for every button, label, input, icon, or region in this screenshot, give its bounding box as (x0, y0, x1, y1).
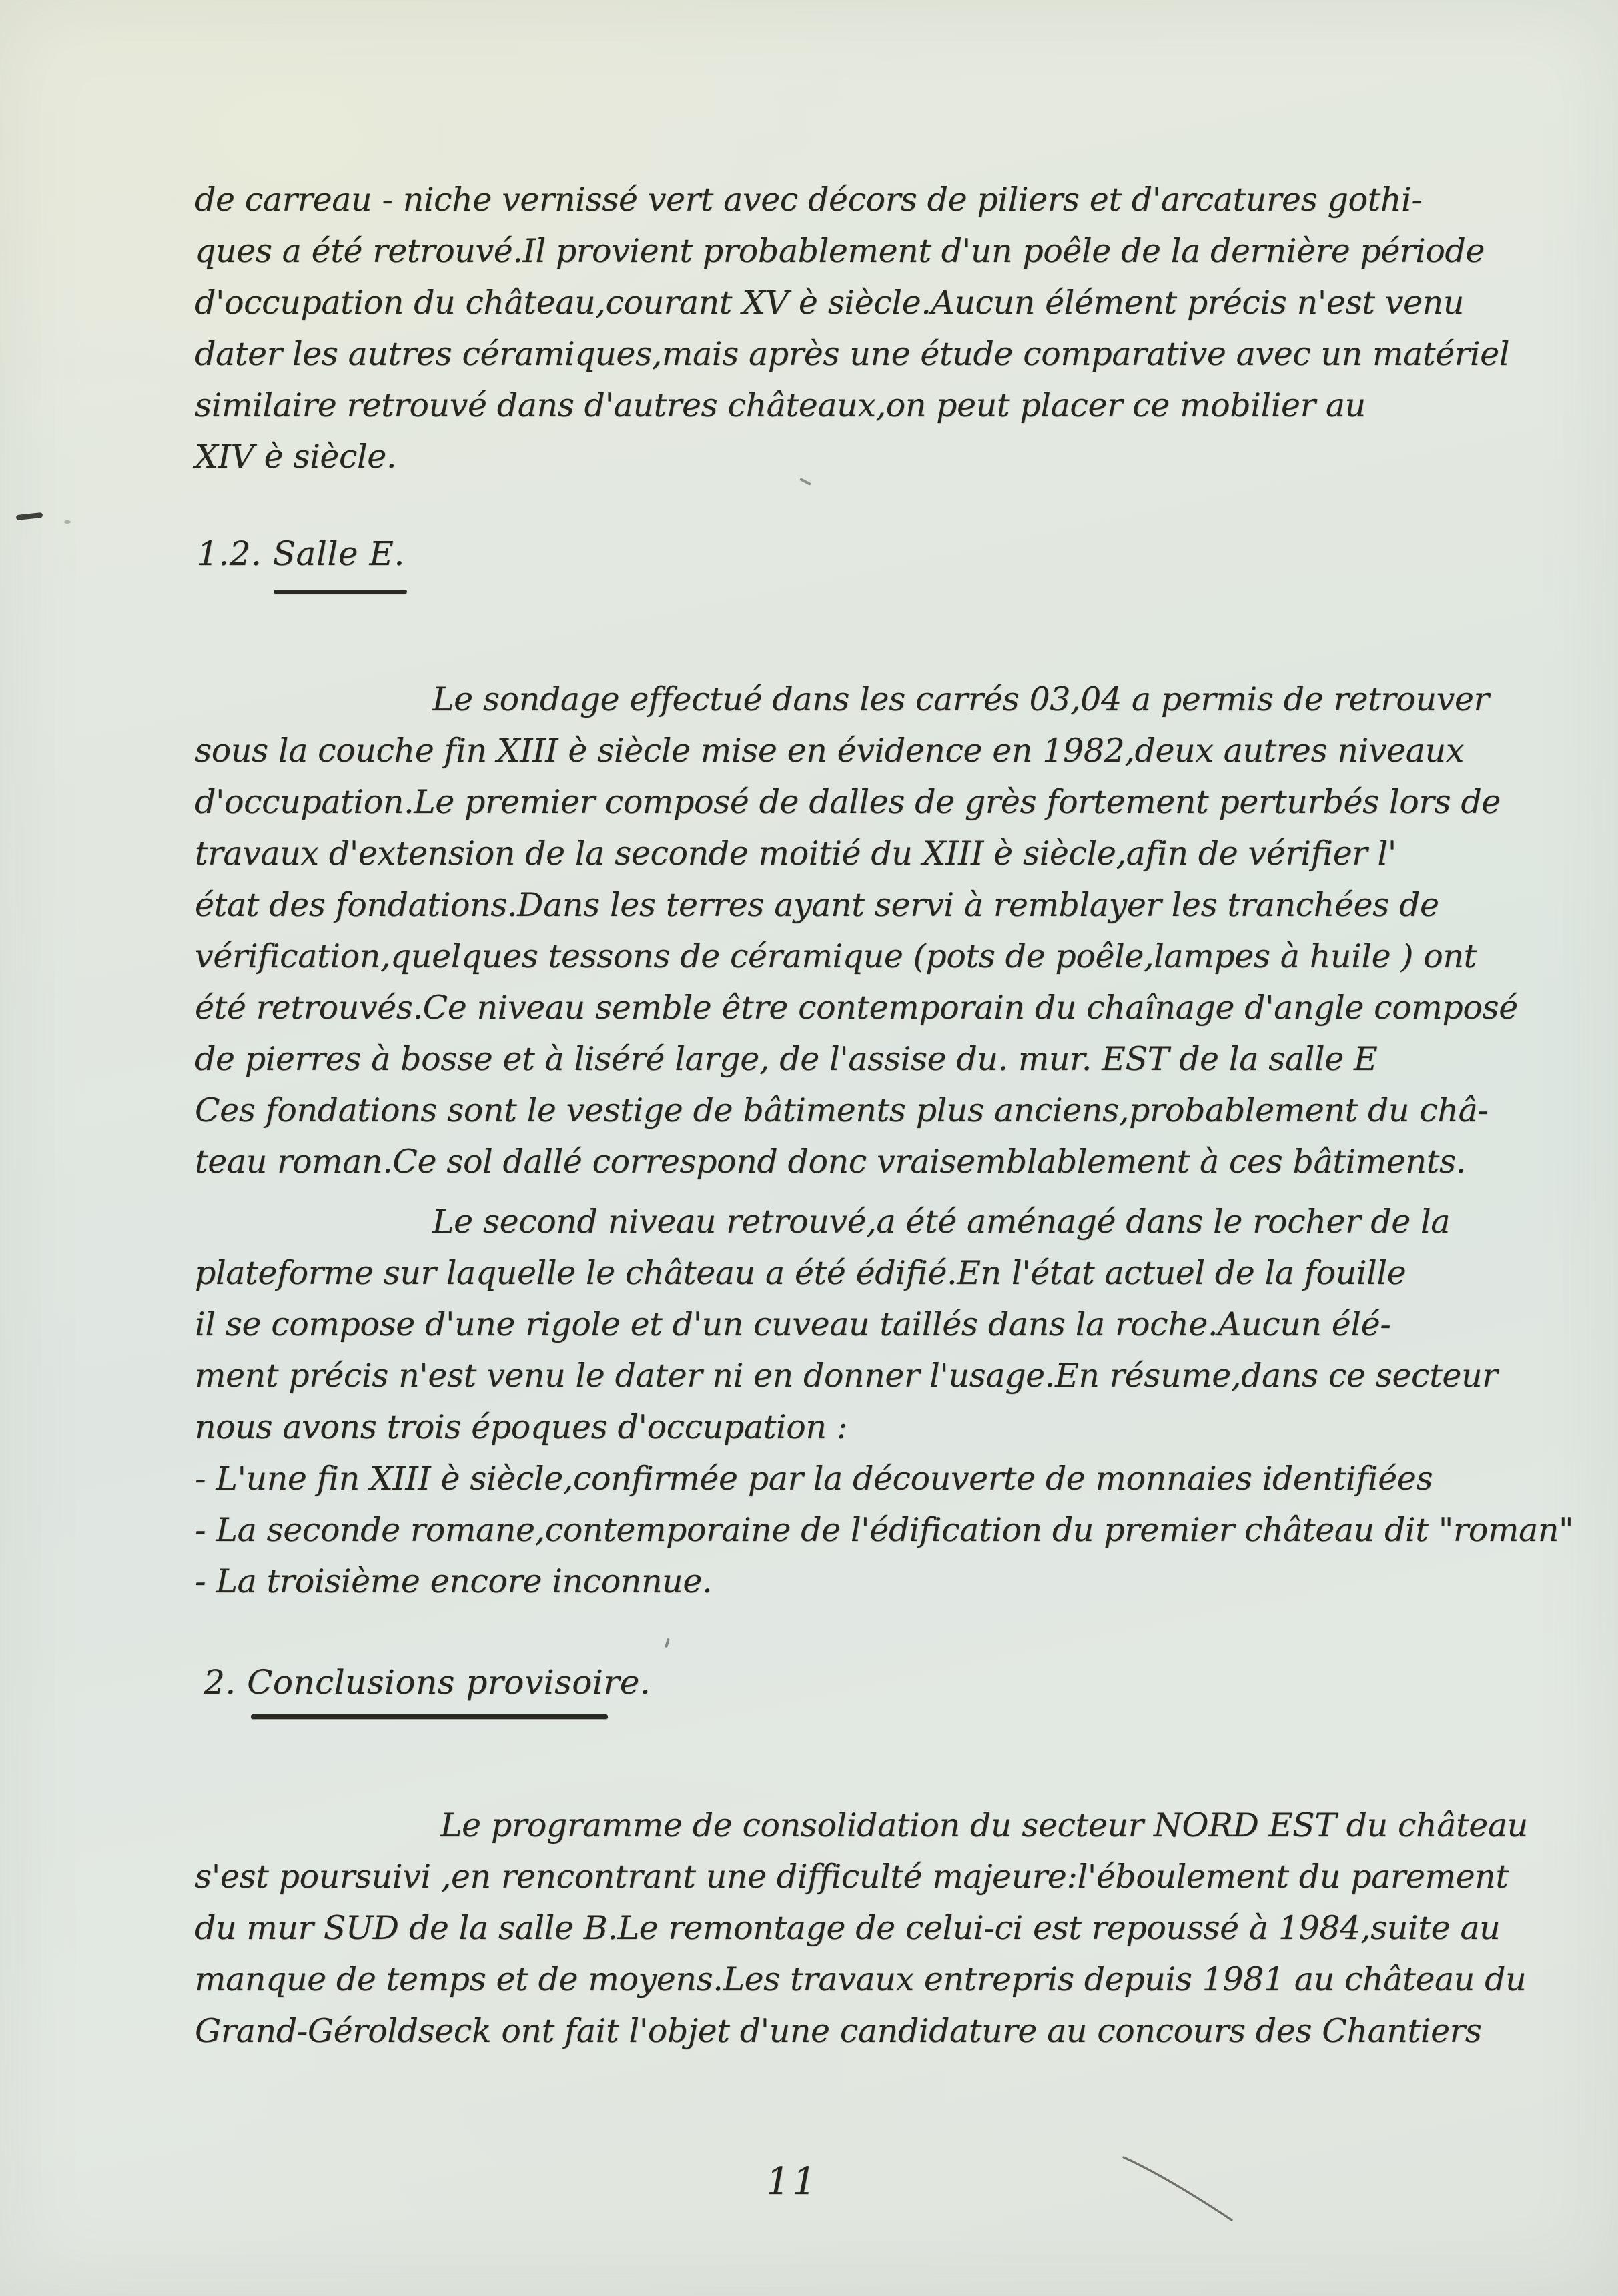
text-line: teau roman.Ce sol dallé correspond donc vraisemblablement à ces bâtiments. (195, 1143, 1466, 1181)
ink-speck (665, 1638, 670, 1648)
text-line: XIV è siècle. (195, 438, 397, 476)
heading-underline (274, 590, 407, 594)
paragraph-1 (195, 174, 1509, 482)
text-line: sous la couche fin XIII è siècle mise en évidence en 1982,deux autres niveaux (195, 732, 1464, 770)
text-line: de carreau - niche vernissé vert avec décors de piliers et d'arcatures gothi- (195, 181, 1423, 219)
text-line: manque de temps et de moyens.Les travaux entrepris depuis 1981 au château du (195, 1960, 1527, 1998)
paragraph-3 (195, 1196, 1574, 1607)
margin-faint-dot (64, 520, 71, 524)
text-line: Ces fondations sont le vestige de bâtiments plus anciens,probablement du châ- (195, 1091, 1489, 1129)
list-item-line: - La seconde romane,contemporaine de l'édification du premier château dit "roman" (195, 1511, 1574, 1549)
text-line: dater les autres céramiques,mais après une étude comparative avec un matériel (195, 335, 1509, 373)
text-line: plateforme sur laquelle le château a été édifié.En l'état actuel de la fouille (195, 1254, 1406, 1292)
text-line: ment précis n'est venu le dater ni en donner l'usage.En résume,dans ce secteur (195, 1357, 1498, 1395)
paragraph-2 (195, 674, 1518, 1187)
section-heading-salle-e: 1.2. Salle E. (197, 534, 405, 573)
text-line: similaire retrouvé dans d'autres châteaux,on peut placer ce mobilier au (195, 386, 1366, 424)
text-line: Le programme de consolidation du secteur NORD EST du château (440, 1806, 1528, 1844)
text-line: Grand-Géroldseck ont fait l'objet d'une candidature au concours des Chantiers (195, 2012, 1482, 2050)
text-line: travaux d'extension de la seconde moitié du XIII è siècle,afin de vérifier l' (195, 834, 1396, 873)
text-line: vérification,quelques tessons de céramique (pots de poêle,lampes à huile ) ont (195, 937, 1477, 975)
page-number: 11 (766, 2160, 819, 2203)
text-line: ques a été retrouvé.Il provient probablement d'un poêle de la dernière période (195, 232, 1485, 270)
text-line: s'est poursuivi ,en rencontrant une difficulté majeure:l'éboulement du parement (195, 1858, 1509, 1896)
heading-underline (251, 1714, 608, 1719)
text-line: nous avons trois époques d'occupation : (195, 1408, 847, 1446)
section-heading-conclusions: 2. Conclusions provisoire. (204, 1663, 651, 1702)
margin-pen-dash (16, 512, 43, 520)
stray-pen-stroke (1120, 2153, 1240, 2227)
text-line: d'occupation.Le premier composé de dalles de grès fortement perturbés lors de (195, 783, 1501, 821)
text-line: Le second niveau retrouvé,a été aménagé dans le rocher de la (432, 1203, 1451, 1241)
list-item-line: - L'une fin XIII è siècle,confirmée par la découverte de monnaies identifiées (195, 1460, 1433, 1498)
text-line: du mur SUD de la salle B.Le remontage de celui-ci est repoussé à 1984,suite au (195, 1909, 1501, 1947)
text-line: été retrouvés.Ce niveau semble être contemporain du chaînage d'angle composé (195, 989, 1518, 1027)
text-line: de pierres à bosse et à liséré large, de l'assise du. mur. EST de la salle E (195, 1040, 1378, 1078)
text-line: Le sondage effectué dans les carrés 03,04 a permis de retrouver (432, 680, 1489, 718)
text-line: il se compose d'une rigole et d'un cuveau taillés dans la roche.Aucun élé- (195, 1305, 1391, 1343)
paragraph-4 (195, 1800, 1528, 2057)
text-line: d'occupation du château,courant XV è siècle.Aucun élément précis n'est venu (195, 283, 1464, 322)
list-item-line: - La troisième encore inconnue. (195, 1562, 713, 1600)
text-line: état des fondations.Dans les terres ayant servi à remblayer les tranchées de (195, 886, 1439, 924)
